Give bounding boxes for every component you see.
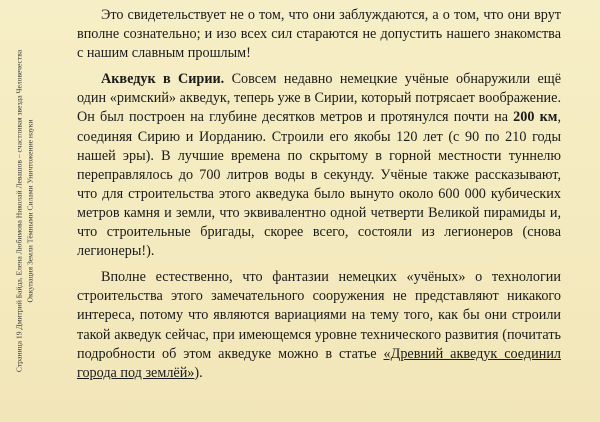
- paragraph-3-text: Вполне естественно, что фантазии немецких «учёных» о технологии строительства этого замечательного сооружения не представляют никакого интереса, потому что являются вариациями на тему того, как бы они строили такой акведук сейчас, при имеющемся уровне технического развития (почитать подробности об этом акведуке можно в статье: [77, 269, 561, 362]
- paragraph-3: [77, 268, 561, 383]
- paragraph-2: [77, 70, 561, 261]
- article-body: [77, 6, 561, 390]
- paragraph-1: Это свидетельствует не о том, что они заблуждаются, а о том, что они врут вполне сознательно; и изо всех сил стараются не допустить нашего знакомства с нашим славным прошлым!: [77, 7, 561, 62]
- margin-note-line-2: Оккупация Земли Тёмными Силами Уничтожение науки: [25, 119, 34, 303]
- paragraph-3-tail: ).: [194, 364, 203, 381]
- article-link[interactable]: «Древний акведук соединил города под землёй»: [77, 345, 561, 381]
- margin-note-line-1: Страница 19 Дмитрий Байда, Елена Любимова Николай Левашов – счастливая звезда Человечества: [14, 49, 24, 373]
- paragraph-2-text-a: Совсем недавно немецкие учёные обнаружили ещё один «римский» акведук, теперь уже в Сирии, который потрясает воображение. Он был построен на глубине десятков метров и протянулся почти на: [77, 71, 561, 126]
- distance-value: 200 км: [513, 109, 558, 126]
- section-heading: Акведук в Сирии.: [101, 71, 225, 88]
- paragraph-2-text-b: , соединяя Сирию и Иорданию. Строили его якобы 120 лет (с 90 по 210 годы нашей эры). В лучшие времена по скрытому в горной местности туннелю переправлялось до 700 литров воды в секунду. Учёные также рассказывают, что для строительства этого акведука было вынуто около 600 000 кубических метров камня и земли, что эквивалентно одной четверти Великой пирамиды и, что строительные бригады, скорее всего, состояли из легионеров (снова легионеры!).: [77, 109, 561, 260]
- margin-note-text: [14, 11, 35, 411]
- side-margin-note: [2, 0, 48, 422]
